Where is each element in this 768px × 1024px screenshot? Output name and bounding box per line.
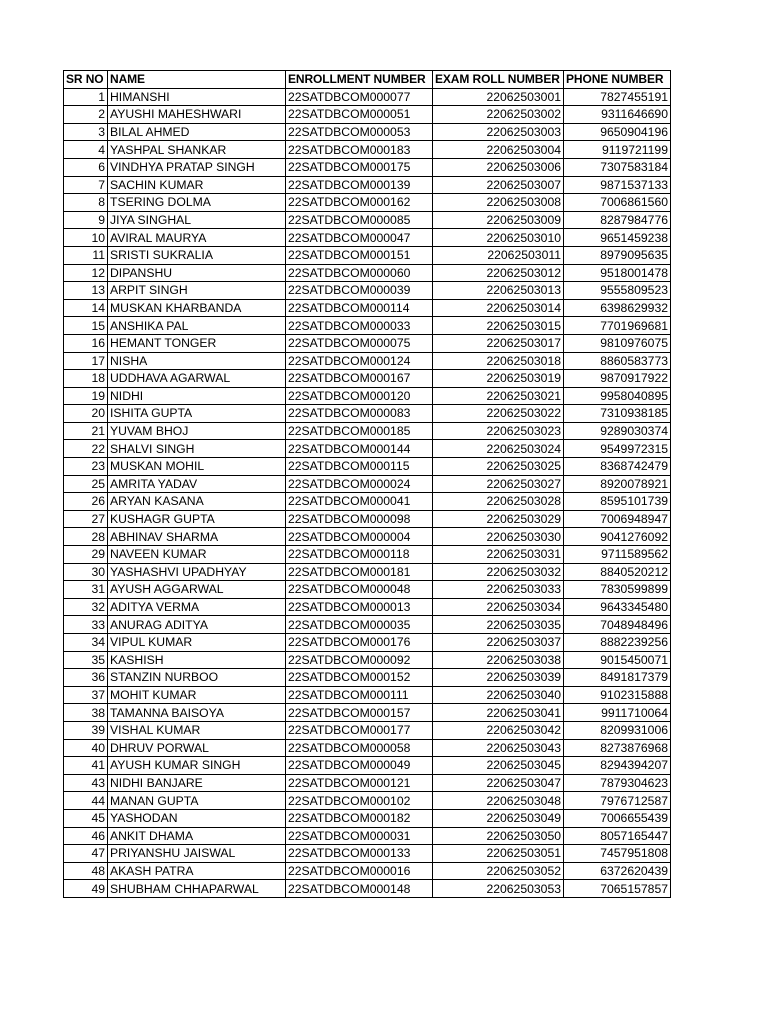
cell-name: STANZIN NURBOO (108, 669, 286, 687)
cell-enrollment-number: 22SATDBCOM000162 (286, 194, 433, 212)
table-row (64, 704, 671, 722)
cell-enrollment-number: 22SATDBCOM000133 (286, 845, 433, 863)
cell-enrollment-number: 22SATDBCOM000183 (286, 141, 433, 159)
cell-exam-roll-number: 22062503008 (433, 194, 564, 212)
table-row (64, 581, 671, 599)
cell-phone-number: 8979095635 (564, 246, 671, 264)
cell-phone-number: 8287984776 (564, 211, 671, 229)
cell-exam-roll-number: 22062503012 (433, 264, 564, 282)
cell-enrollment-number: 22SATDBCOM000035 (286, 616, 433, 634)
cell-enrollment-number: 22SATDBCOM000144 (286, 440, 433, 458)
cell-enrollment-number: 22SATDBCOM000039 (286, 282, 433, 300)
cell-phone-number: 7006861560 (564, 194, 671, 212)
table-row (64, 616, 671, 634)
table-row (64, 721, 671, 739)
cell-phone-number: 7976712587 (564, 792, 671, 810)
cell-name: ANSHIKA PAL (108, 317, 286, 335)
cell-sr-no: 33 (64, 616, 108, 634)
cell-exam-roll-number: 22062503041 (433, 704, 564, 722)
cell-phone-number: 7006655439 (564, 809, 671, 827)
table-row (64, 317, 671, 335)
cell-phone-number: 7048948496 (564, 616, 671, 634)
cell-exam-roll-number: 22062503015 (433, 317, 564, 335)
table-row (64, 510, 671, 528)
table-row (64, 669, 671, 687)
cell-exam-roll-number: 22062503027 (433, 475, 564, 493)
cell-sr-no: 49 (64, 880, 108, 898)
cell-name: AKASH PATRA (108, 862, 286, 880)
table-row (64, 757, 671, 775)
cell-sr-no: 1 (64, 88, 108, 106)
cell-exam-roll-number: 22062503031 (433, 546, 564, 564)
cell-exam-roll-number: 22062503043 (433, 739, 564, 757)
cell-sr-no: 6 (64, 158, 108, 176)
cell-exam-roll-number: 22062503014 (433, 299, 564, 317)
table-row (64, 176, 671, 194)
cell-exam-roll-number: 22062503050 (433, 827, 564, 845)
cell-name: MUSKAN KHARBANDA (108, 299, 286, 317)
cell-name: AYUSHI MAHESHWARI (108, 106, 286, 124)
cell-enrollment-number: 22SATDBCOM000111 (286, 686, 433, 704)
table-row (64, 106, 671, 124)
cell-enrollment-number: 22SATDBCOM000092 (286, 651, 433, 669)
table-row (64, 282, 671, 300)
cell-sr-no: 9 (64, 211, 108, 229)
table-row (64, 299, 671, 317)
cell-name: AVIRAL MAURYA (108, 229, 286, 247)
cell-exam-roll-number: 22062503013 (433, 282, 564, 300)
cell-name: ARYAN KASANA (108, 493, 286, 511)
cell-name: VISHAL KUMAR (108, 721, 286, 739)
cell-name: DIPANSHU (108, 264, 286, 282)
table-row (64, 264, 671, 282)
cell-sr-no: 32 (64, 598, 108, 616)
header-enrollment-number: ENROLLMENT NUMBER (286, 71, 433, 89)
cell-exam-roll-number: 22062503023 (433, 422, 564, 440)
cell-name: YASHPAL SHANKAR (108, 141, 286, 159)
cell-name: NIDHI (108, 387, 286, 405)
cell-enrollment-number: 22SATDBCOM000077 (286, 88, 433, 106)
cell-phone-number: 8595101739 (564, 493, 671, 511)
cell-name: KASHISH (108, 651, 286, 669)
cell-name: ADITYA VERMA (108, 598, 286, 616)
cell-phone-number: 9555809523 (564, 282, 671, 300)
cell-exam-roll-number: 22062503011 (433, 246, 564, 264)
table-row (64, 246, 671, 264)
cell-name: SHALVI SINGH (108, 440, 286, 458)
cell-phone-number: 9871537133 (564, 176, 671, 194)
cell-exam-roll-number: 22062503030 (433, 528, 564, 546)
cell-phone-number: 8294394207 (564, 757, 671, 775)
cell-phone-number: 7307583184 (564, 158, 671, 176)
cell-exam-roll-number: 22062503032 (433, 563, 564, 581)
header-row (64, 71, 671, 89)
cell-name: TAMANNA BAISOYA (108, 704, 286, 722)
cell-exam-roll-number: 22062503001 (433, 88, 564, 106)
cell-exam-roll-number: 22062503048 (433, 792, 564, 810)
cell-phone-number: 9810976075 (564, 334, 671, 352)
cell-phone-number: 7310938185 (564, 405, 671, 423)
table-row (64, 422, 671, 440)
cell-phone-number: 8209931006 (564, 721, 671, 739)
cell-sr-no: 15 (64, 317, 108, 335)
cell-enrollment-number: 22SATDBCOM000075 (286, 334, 433, 352)
cell-enrollment-number: 22SATDBCOM000047 (286, 229, 433, 247)
cell-phone-number: 8057165447 (564, 827, 671, 845)
cell-enrollment-number: 22SATDBCOM000031 (286, 827, 433, 845)
cell-sr-no: 4 (64, 141, 108, 159)
cell-sr-no: 34 (64, 634, 108, 652)
cell-phone-number: 9289030374 (564, 422, 671, 440)
table-row (64, 458, 671, 476)
cell-exam-roll-number: 22062503025 (433, 458, 564, 476)
cell-enrollment-number: 22SATDBCOM000176 (286, 634, 433, 652)
cell-exam-roll-number: 22062503024 (433, 440, 564, 458)
cell-exam-roll-number: 22062503045 (433, 757, 564, 775)
cell-phone-number: 7701969681 (564, 317, 671, 335)
cell-sr-no: 8 (64, 194, 108, 212)
table-row (64, 827, 671, 845)
cell-name: ANURAG ADITYA (108, 616, 286, 634)
cell-exam-roll-number: 22062503018 (433, 352, 564, 370)
cell-phone-number: 9102315888 (564, 686, 671, 704)
cell-enrollment-number: 22SATDBCOM000114 (286, 299, 433, 317)
table-row (64, 651, 671, 669)
table-row (64, 141, 671, 159)
table-row (64, 334, 671, 352)
table-row (64, 158, 671, 176)
cell-enrollment-number: 22SATDBCOM000121 (286, 774, 433, 792)
cell-enrollment-number: 22SATDBCOM000053 (286, 123, 433, 141)
header-exam-roll-number: EXAM ROLL NUMBER (433, 71, 564, 89)
cell-phone-number: 7065157857 (564, 880, 671, 898)
cell-phone-number: 9518001478 (564, 264, 671, 282)
cell-name: MANAN GUPTA (108, 792, 286, 810)
table-row (64, 739, 671, 757)
cell-name: NIDHI BANJARE (108, 774, 286, 792)
cell-phone-number: 7879304623 (564, 774, 671, 792)
cell-enrollment-number: 22SATDBCOM000182 (286, 809, 433, 827)
cell-name: SHUBHAM CHHAPARWAL (108, 880, 286, 898)
cell-exam-roll-number: 22062503006 (433, 158, 564, 176)
table-row (64, 229, 671, 247)
cell-enrollment-number: 22SATDBCOM000151 (286, 246, 433, 264)
cell-exam-roll-number: 22062503047 (433, 774, 564, 792)
cell-phone-number: 9643345480 (564, 598, 671, 616)
cell-sr-no: 25 (64, 475, 108, 493)
table-row (64, 862, 671, 880)
table-row (64, 493, 671, 511)
cell-exam-roll-number: 22062503007 (433, 176, 564, 194)
table-row (64, 123, 671, 141)
cell-phone-number: 8368742479 (564, 458, 671, 476)
header-name: NAME (108, 71, 286, 89)
cell-phone-number: 9870917922 (564, 370, 671, 388)
cell-name: NAVEEN KUMAR (108, 546, 286, 564)
cell-exam-roll-number: 22062503021 (433, 387, 564, 405)
cell-sr-no: 37 (64, 686, 108, 704)
cell-name: YASHASHVI UPADHYAY (108, 563, 286, 581)
cell-sr-no: 18 (64, 370, 108, 388)
cell-phone-number: 7830599899 (564, 581, 671, 599)
cell-enrollment-number: 22SATDBCOM000118 (286, 546, 433, 564)
cell-name: YASHODAN (108, 809, 286, 827)
cell-name: ISHITA GUPTA (108, 405, 286, 423)
cell-enrollment-number: 22SATDBCOM000148 (286, 880, 433, 898)
cell-enrollment-number: 22SATDBCOM000139 (286, 176, 433, 194)
cell-enrollment-number: 22SATDBCOM000013 (286, 598, 433, 616)
cell-sr-no: 23 (64, 458, 108, 476)
cell-phone-number: 9651459238 (564, 229, 671, 247)
cell-enrollment-number: 22SATDBCOM000024 (286, 475, 433, 493)
cell-name: ANKIT DHAMA (108, 827, 286, 845)
cell-name: ABHINAV SHARMA (108, 528, 286, 546)
cell-name: SACHIN KUMAR (108, 176, 286, 194)
cell-sr-no: 47 (64, 845, 108, 863)
cell-name: KUSHAGR GUPTA (108, 510, 286, 528)
cell-sr-no: 11 (64, 246, 108, 264)
cell-enrollment-number: 22SATDBCOM000102 (286, 792, 433, 810)
cell-name: AMRITA YADAV (108, 475, 286, 493)
header-sr-no: SR NO (64, 71, 108, 89)
cell-exam-roll-number: 22062503022 (433, 405, 564, 423)
cell-exam-roll-number: 22062503052 (433, 862, 564, 880)
cell-phone-number: 8491817379 (564, 669, 671, 687)
cell-name: ARPIT SINGH (108, 282, 286, 300)
table-row (64, 387, 671, 405)
table-row (64, 563, 671, 581)
cell-phone-number: 6372620439 (564, 862, 671, 880)
cell-sr-no: 28 (64, 528, 108, 546)
cell-sr-no: 30 (64, 563, 108, 581)
table-row (64, 475, 671, 493)
cell-enrollment-number: 22SATDBCOM000060 (286, 264, 433, 282)
cell-phone-number: 9650904196 (564, 123, 671, 141)
cell-name: VIPUL KUMAR (108, 634, 286, 652)
cell-name: VINDHYA PRATAP SINGH (108, 158, 286, 176)
table-row (64, 634, 671, 652)
cell-sr-no: 38 (64, 704, 108, 722)
cell-enrollment-number: 22SATDBCOM000120 (286, 387, 433, 405)
cell-sr-no: 41 (64, 757, 108, 775)
cell-phone-number: 6398629932 (564, 299, 671, 317)
cell-exam-roll-number: 22062503035 (433, 616, 564, 634)
cell-sr-no: 14 (64, 299, 108, 317)
cell-sr-no: 22 (64, 440, 108, 458)
cell-exam-roll-number: 22062503002 (433, 106, 564, 124)
cell-enrollment-number: 22SATDBCOM000058 (286, 739, 433, 757)
table-row (64, 792, 671, 810)
cell-sr-no: 21 (64, 422, 108, 440)
cell-sr-no: 19 (64, 387, 108, 405)
cell-name: MOHIT KUMAR (108, 686, 286, 704)
cell-name: NISHA (108, 352, 286, 370)
table-row (64, 370, 671, 388)
table-row (64, 686, 671, 704)
cell-enrollment-number: 22SATDBCOM000085 (286, 211, 433, 229)
cell-sr-no: 12 (64, 264, 108, 282)
cell-enrollment-number: 22SATDBCOM000124 (286, 352, 433, 370)
cell-exam-roll-number: 22062503037 (433, 634, 564, 652)
cell-phone-number: 8920078921 (564, 475, 671, 493)
cell-sr-no: 48 (64, 862, 108, 880)
cell-enrollment-number: 22SATDBCOM000016 (286, 862, 433, 880)
cell-sr-no: 26 (64, 493, 108, 511)
cell-phone-number: 8273876968 (564, 739, 671, 757)
cell-name: MUSKAN MOHIL (108, 458, 286, 476)
table-row (64, 845, 671, 863)
table-row (64, 88, 671, 106)
cell-name: YUVAM BHOJ (108, 422, 286, 440)
table-row (64, 440, 671, 458)
table-row (64, 598, 671, 616)
cell-sr-no: 13 (64, 282, 108, 300)
cell-phone-number: 8840520212 (564, 563, 671, 581)
cell-exam-roll-number: 22062503049 (433, 809, 564, 827)
cell-name: SRISTI SUKRALIA (108, 246, 286, 264)
cell-enrollment-number: 22SATDBCOM000157 (286, 704, 433, 722)
cell-sr-no: 39 (64, 721, 108, 739)
cell-exam-roll-number: 22062503004 (433, 141, 564, 159)
cell-exam-roll-number: 22062503051 (433, 845, 564, 863)
table-row (64, 194, 671, 212)
cell-enrollment-number: 22SATDBCOM000167 (286, 370, 433, 388)
cell-name: AYUSH AGGARWAL (108, 581, 286, 599)
cell-exam-roll-number: 22062503003 (433, 123, 564, 141)
cell-sr-no: 43 (64, 774, 108, 792)
cell-exam-roll-number: 22062503042 (433, 721, 564, 739)
cell-enrollment-number: 22SATDBCOM000098 (286, 510, 433, 528)
cell-name: AYUSH KUMAR SINGH (108, 757, 286, 775)
cell-sr-no: 45 (64, 809, 108, 827)
cell-enrollment-number: 22SATDBCOM000033 (286, 317, 433, 335)
cell-phone-number: 9015450071 (564, 651, 671, 669)
cell-phone-number: 9311646690 (564, 106, 671, 124)
cell-sr-no: 27 (64, 510, 108, 528)
cell-exam-roll-number: 22062503053 (433, 880, 564, 898)
cell-phone-number: 7827455191 (564, 88, 671, 106)
cell-enrollment-number: 22SATDBCOM000041 (286, 493, 433, 511)
cell-name: BILAL AHMED (108, 123, 286, 141)
cell-phone-number: 9041276092 (564, 528, 671, 546)
cell-enrollment-number: 22SATDBCOM000115 (286, 458, 433, 476)
cell-exam-roll-number: 22062503017 (433, 334, 564, 352)
cell-phone-number: 8860583773 (564, 352, 671, 370)
cell-sr-no: 46 (64, 827, 108, 845)
cell-enrollment-number: 22SATDBCOM000175 (286, 158, 433, 176)
cell-exam-roll-number: 22062503019 (433, 370, 564, 388)
table-row (64, 774, 671, 792)
table-row (64, 528, 671, 546)
cell-sr-no: 2 (64, 106, 108, 124)
table-row (64, 809, 671, 827)
cell-enrollment-number: 22SATDBCOM000048 (286, 581, 433, 599)
cell-sr-no: 17 (64, 352, 108, 370)
table-row (64, 211, 671, 229)
cell-phone-number: 9911710064 (564, 704, 671, 722)
cell-exam-roll-number: 22062503009 (433, 211, 564, 229)
cell-name: PRIYANSHU JAISWAL (108, 845, 286, 863)
cell-exam-roll-number: 22062503033 (433, 581, 564, 599)
cell-exam-roll-number: 22062503010 (433, 229, 564, 247)
table-row (64, 352, 671, 370)
cell-exam-roll-number: 22062503040 (433, 686, 564, 704)
cell-phone-number: 9958040895 (564, 387, 671, 405)
cell-name: JIYA SINGHAL (108, 211, 286, 229)
cell-name: TSERING DOLMA (108, 194, 286, 212)
cell-phone-number: 7006948947 (564, 510, 671, 528)
cell-sr-no: 10 (64, 229, 108, 247)
cell-sr-no: 35 (64, 651, 108, 669)
cell-sr-no: 36 (64, 669, 108, 687)
cell-exam-roll-number: 22062503039 (433, 669, 564, 687)
cell-enrollment-number: 22SATDBCOM000152 (286, 669, 433, 687)
cell-sr-no: 40 (64, 739, 108, 757)
cell-exam-roll-number: 22062503028 (433, 493, 564, 511)
cell-phone-number: 7457951808 (564, 845, 671, 863)
cell-sr-no: 31 (64, 581, 108, 599)
cell-enrollment-number: 22SATDBCOM000049 (286, 757, 433, 775)
cell-phone-number: 9711589562 (564, 546, 671, 564)
cell-sr-no: 7 (64, 176, 108, 194)
cell-sr-no: 44 (64, 792, 108, 810)
cell-exam-roll-number: 22062503029 (433, 510, 564, 528)
cell-enrollment-number: 22SATDBCOM000177 (286, 721, 433, 739)
cell-name: UDDHAVA AGARWAL (108, 370, 286, 388)
cell-name: HIMANSHI (108, 88, 286, 106)
cell-sr-no: 20 (64, 405, 108, 423)
table-row (64, 546, 671, 564)
cell-enrollment-number: 22SATDBCOM000004 (286, 528, 433, 546)
table-row (64, 405, 671, 423)
header-phone-number: PHONE NUMBER (564, 71, 671, 89)
cell-exam-roll-number: 22062503034 (433, 598, 564, 616)
cell-enrollment-number: 22SATDBCOM000185 (286, 422, 433, 440)
cell-phone-number: 8882239256 (564, 634, 671, 652)
cell-sr-no: 3 (64, 123, 108, 141)
cell-enrollment-number: 22SATDBCOM000083 (286, 405, 433, 423)
cell-sr-no: 29 (64, 546, 108, 564)
cell-exam-roll-number: 22062503038 (433, 651, 564, 669)
cell-phone-number: 9549972315 (564, 440, 671, 458)
student-table (63, 70, 671, 898)
cell-enrollment-number: 22SATDBCOM000051 (286, 106, 433, 124)
cell-sr-no: 16 (64, 334, 108, 352)
cell-enrollment-number: 22SATDBCOM000181 (286, 563, 433, 581)
cell-name: DHRUV PORWAL (108, 739, 286, 757)
cell-name: HEMANT TONGER (108, 334, 286, 352)
table-body (64, 88, 671, 897)
cell-phone-number: 9119721199 (564, 141, 671, 159)
table-row (64, 880, 671, 898)
